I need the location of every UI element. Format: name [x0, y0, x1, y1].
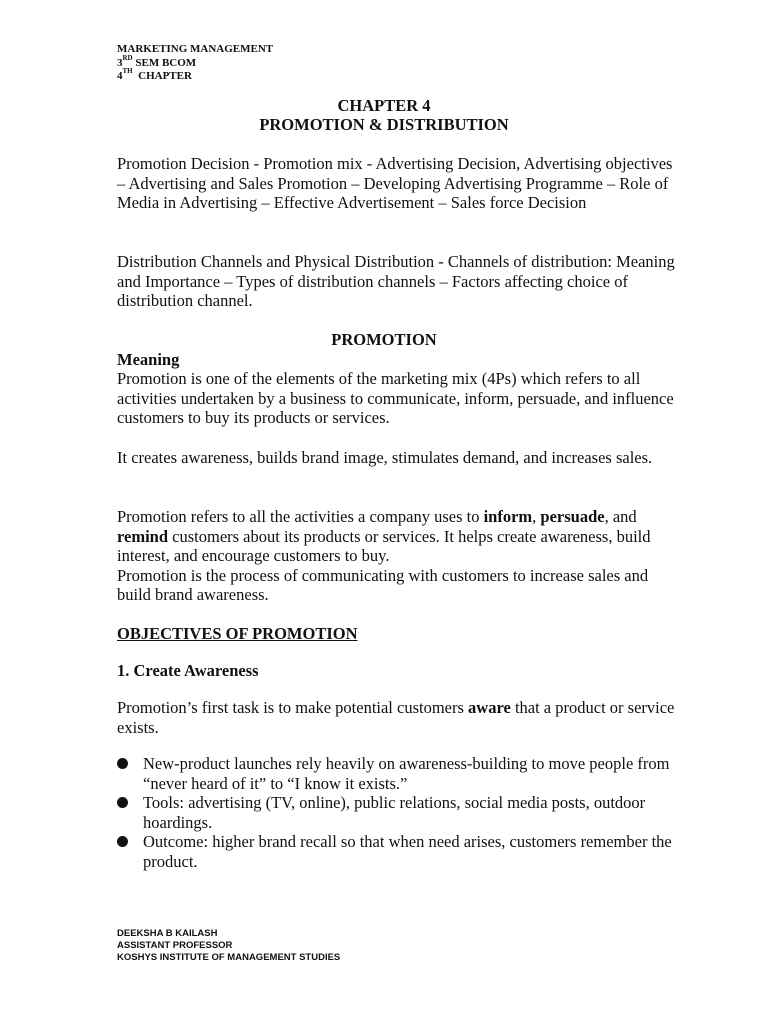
- header-subject: MARKETING MANAGEMENT: [117, 43, 274, 55]
- bullet-icon: [117, 758, 128, 769]
- page-header: [117, 43, 273, 84]
- objectives-heading: OBJECTIVES OF PROMOTION: [117, 624, 358, 643]
- refers-paragraph: Promotion refers to all the activities a company uses to inform, persuade, and remind customers about its products or services. It helps create awareness, build interest, and encourage customers to buy. Promotion is the process of communicating with customers to increase sales and build brand awareness.: [117, 507, 677, 605]
- objective-1-heading: 1. Create Awareness: [117, 661, 259, 680]
- awareness-paragraph: It creates awareness, builds brand image, stimulates demand, and increases sales.: [117, 448, 653, 467]
- syllabus-promotion: Promotion Decision - Promotion mix - Advertising Decision, Advertising objectives – Advertising and Sales Promotion – Developing Advertising Programme – Role of Media in Advertising – Effective Advertisement – Sales force Decision: [117, 154, 673, 212]
- bullet-icon: [117, 836, 128, 847]
- syllabus-distribution: Distribution Channels and Physical Distribution - Channels of distribution: Meaning and Importance – Types of distribution channels – Factors affecting choice of distribution channel.: [117, 252, 675, 310]
- header-semester: 3RD SEM BCOM: [117, 53, 197, 69]
- list-item: New-product launches rely heavily on awareness-building to move people from “never heard of it” to “I know it exists.”: [117, 754, 677, 793]
- list-item: Outcome: higher brand recall so that when need arises, customers remember the product.: [117, 832, 677, 871]
- objective-1-bullet-list: [117, 754, 677, 871]
- chapter-number: CHAPTER 4: [337, 96, 431, 115]
- bullet-icon: [117, 797, 128, 808]
- footer-designation: ASSISTANT PROFESSOR: [117, 940, 233, 951]
- process-paragraph: Promotion is the process of communicating with customers to increase sales and build brand awareness.: [117, 565, 649, 604]
- meaning-label: Meaning: [117, 350, 180, 369]
- footer-institute: KOSHYS INSTITUTE OF MANAGEMENT STUDIES: [117, 952, 341, 963]
- footer-author: DEEKSHA B KAILASH: [117, 928, 218, 939]
- page-footer: [117, 928, 340, 964]
- chapter-title: PROMOTION & DISTRIBUTION: [259, 115, 509, 134]
- list-item: Tools: advertising (TV, online), public relations, social media posts, outdoor hoardings.: [117, 793, 677, 832]
- section-heading-promotion: PROMOTION: [331, 330, 437, 349]
- header-chapter: 4TH CHAPTER: [117, 67, 192, 82]
- meaning-paragraph: Promotion is one of the elements of the marketing mix (4Ps) which refers to all activities undertaken by a business to communicate, inform, persuade, and influence customers to buy its products or services.: [117, 369, 674, 427]
- objective-1-paragraph: Promotion’s first task is to make potential customers aware that a product or service exists.: [117, 698, 675, 737]
